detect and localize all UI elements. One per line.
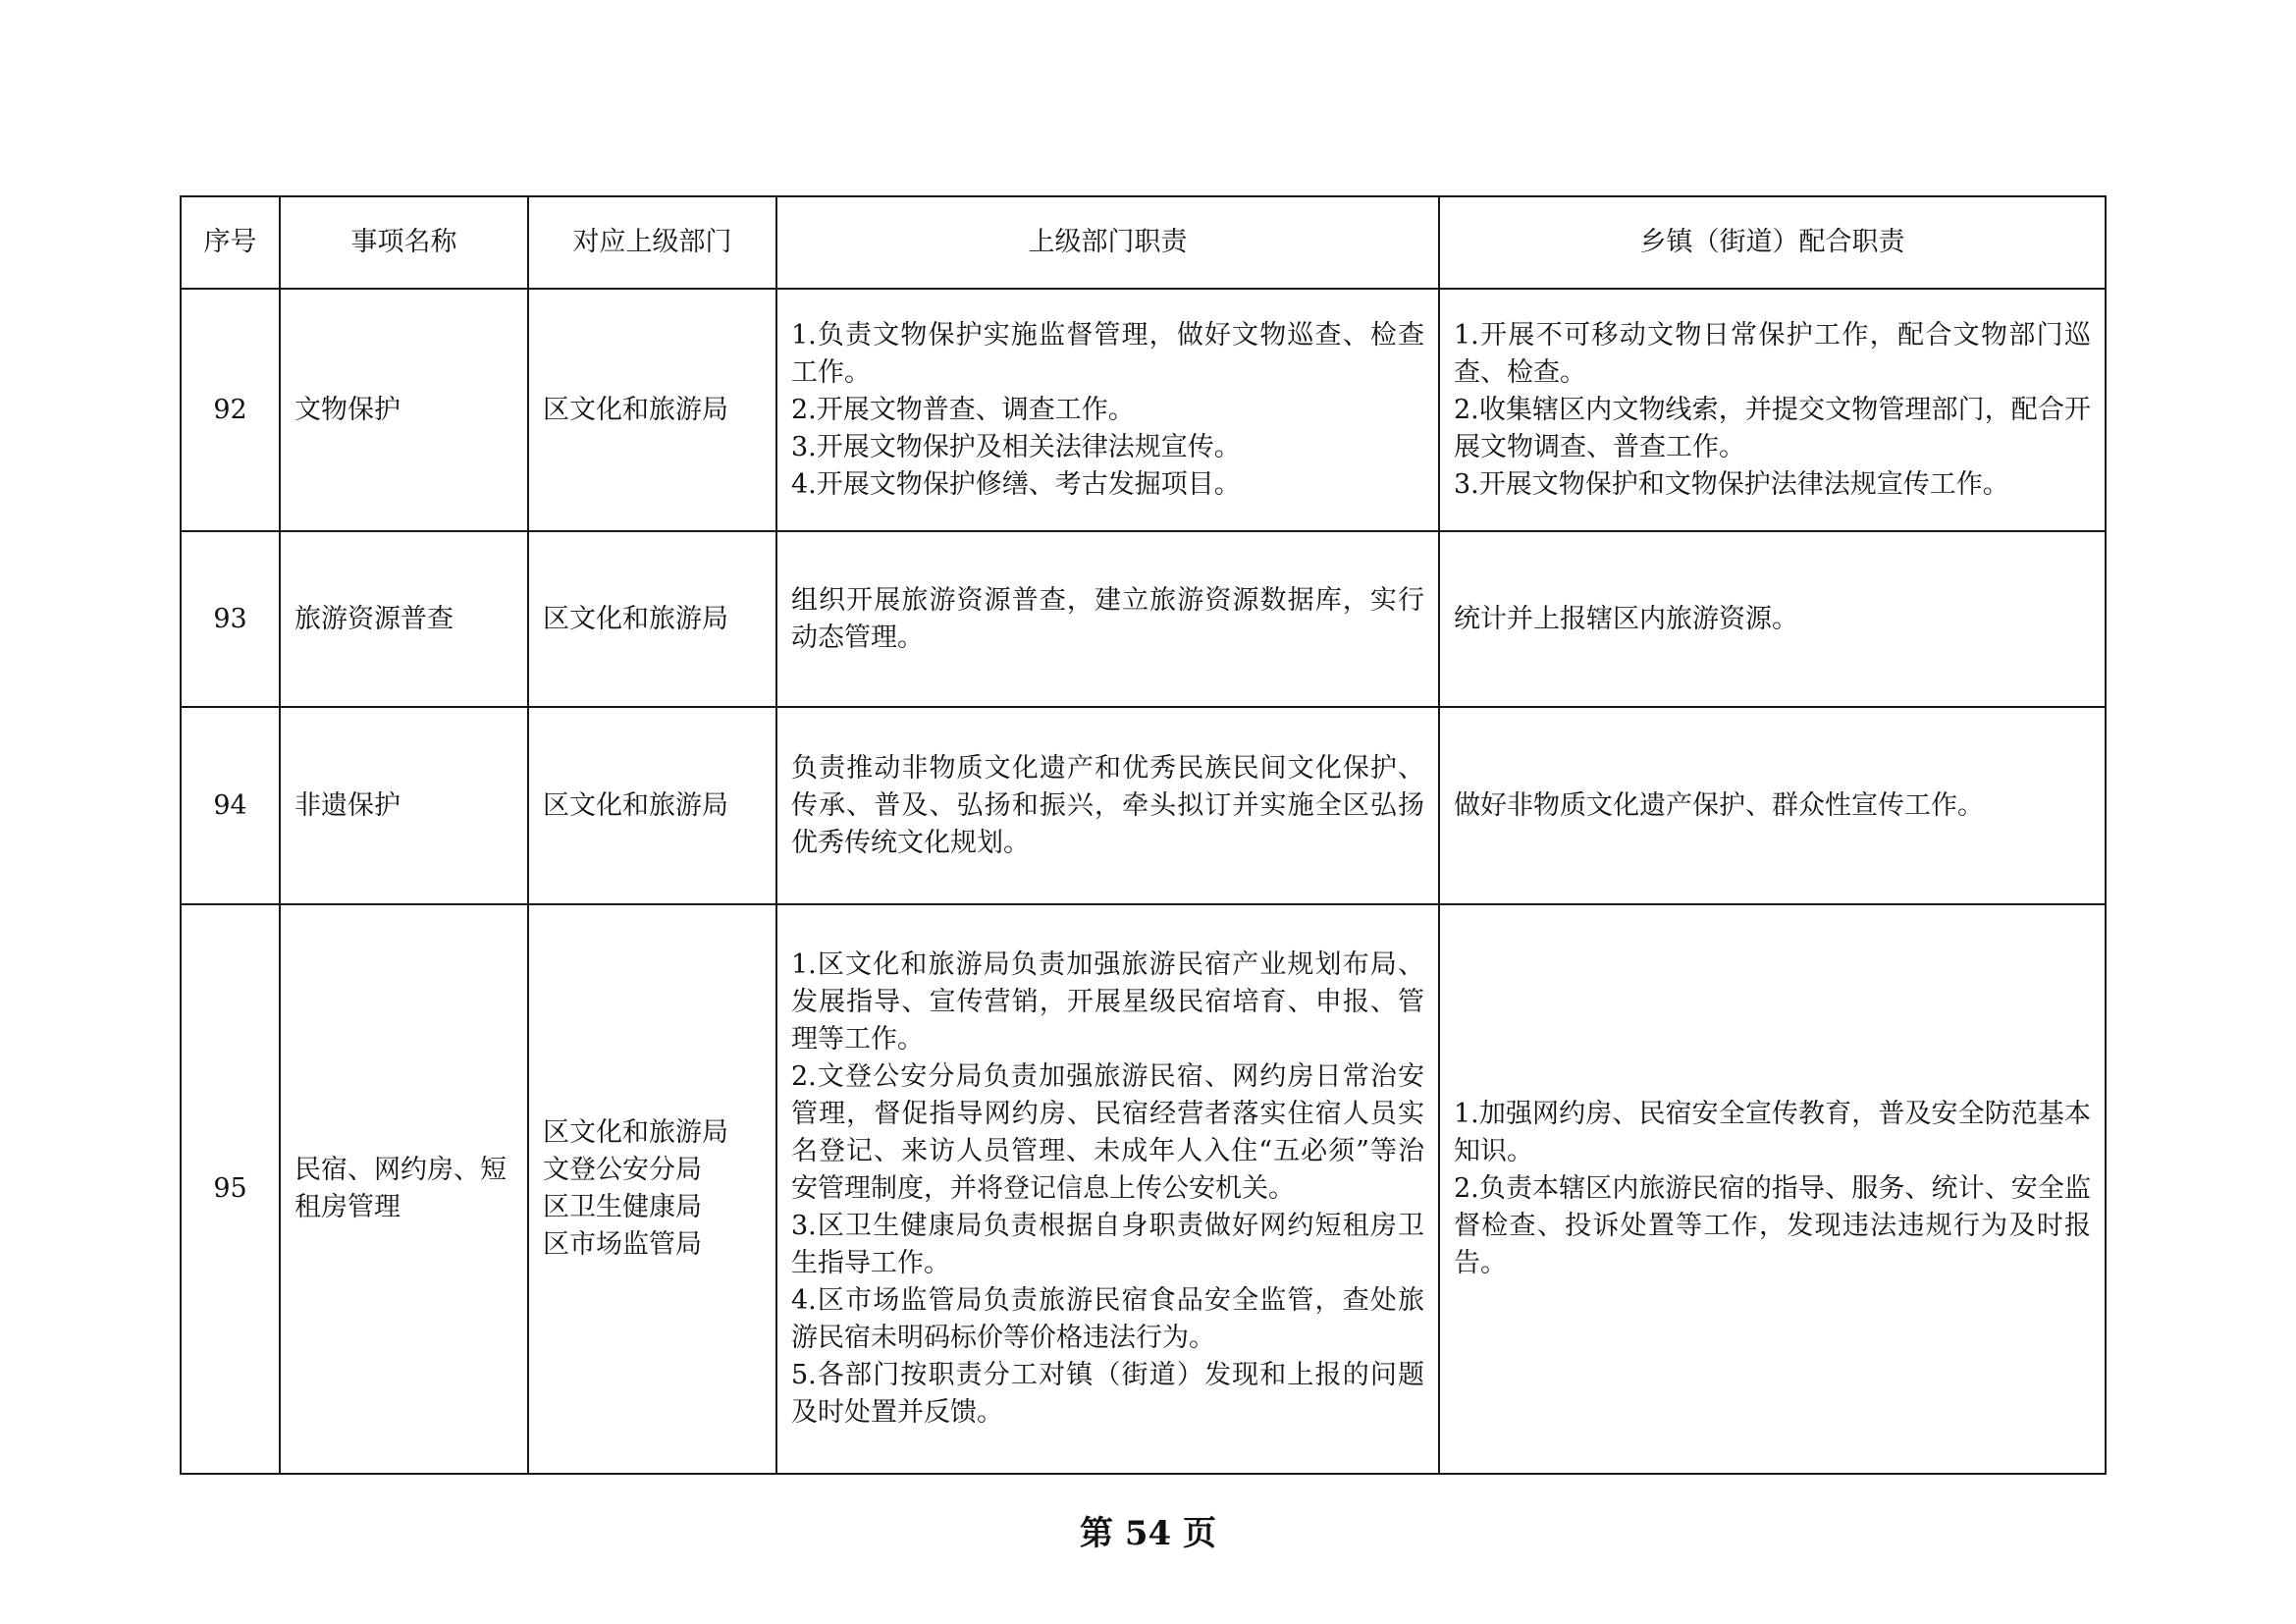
row-dept — [528, 531, 776, 707]
header-coop: 乡镇（街道）配合职责 — [1439, 196, 2106, 289]
dept-line: 区文化和旅游局 — [543, 603, 728, 634]
row-no: 95 — [181, 904, 280, 1474]
row-duty — [776, 531, 1439, 707]
coop-line: 做好非物质文化遗产保护、群众性宣传工作。 — [1454, 789, 1984, 821]
row-dept — [528, 707, 776, 904]
dept-line: 区文化和旅游局 — [543, 1117, 728, 1148]
row-duty — [776, 904, 1439, 1474]
row-duty — [776, 289, 1439, 531]
dept-line: 文登公安分局 — [543, 1155, 702, 1185]
table-row — [181, 289, 2106, 531]
table-row — [181, 904, 2106, 1474]
duty-line: 5.各部门按职责分工对镇（街道）发现和上报的问题及时处置并反馈。 — [791, 1360, 1424, 1428]
duty-line: 组织开展旅游资源普查，建立旅游资源数据库，实行动态管理。 — [791, 584, 1424, 653]
dept-line: 区文化和旅游局 — [543, 789, 728, 821]
coop-line: 2.收集辖区内文物线索，并提交文物管理部门，配合开展文物调查、普查工作。 — [1454, 394, 2091, 462]
duty-line: 1.负责文物保护实施监督管理，做好文物巡查、检查工作。 — [791, 319, 1424, 388]
duty-line: 4.开展文物保护修缮、考古发掘项目。 — [791, 468, 1241, 500]
table-header-row — [181, 196, 2106, 289]
duty-table — [180, 195, 2107, 1475]
row-coop — [1439, 707, 2106, 904]
page-number: 第 54 页 — [1080, 1514, 1216, 1553]
dept-line: 区市场监管局 — [543, 1229, 702, 1260]
row-duty — [776, 707, 1439, 904]
row-name: 民宿、网约房、短租房管理 — [280, 904, 528, 1474]
row-no: 94 — [181, 707, 280, 904]
dept-line: 区文化和旅游局 — [543, 394, 728, 425]
header-duty: 上级部门职责 — [776, 196, 1439, 289]
header-dept: 对应上级部门 — [528, 196, 776, 289]
row-name: 非遗保护 — [280, 707, 528, 904]
duty-line: 3.区卫生健康局负责根据自身职责做好网约短租房卫生指导工作。 — [791, 1211, 1424, 1278]
row-coop — [1439, 289, 2106, 531]
row-coop — [1439, 904, 2106, 1474]
row-dept — [528, 289, 776, 531]
row-name: 文物保护 — [280, 289, 528, 531]
table-row — [181, 531, 2106, 707]
coop-line: 3.开展文物保护和文物保护法律法规宣传工作。 — [1454, 468, 2009, 500]
row-dept — [528, 904, 776, 1474]
duty-line: 1.区文化和旅游局负责加强旅游民宿产业规划布局、发展指导、宣传营销，开展星级民宿培育、申报、管理等工作。 — [791, 949, 1424, 1055]
row-coop — [1439, 531, 2106, 707]
coop-line: 统计并上报辖区内旅游资源。 — [1454, 603, 1798, 634]
duty-line: 2.开展文物普查、调查工作。 — [791, 394, 1135, 425]
coop-line: 1.加强网约房、民宿安全宣传教育，普及安全防范基本知识。 — [1454, 1099, 2091, 1166]
row-no: 92 — [181, 289, 280, 531]
row-no: 93 — [181, 531, 280, 707]
row-name: 旅游资源普查 — [280, 531, 528, 707]
table-row — [181, 707, 2106, 904]
coop-line: 1.开展不可移动文物日常保护工作，配合文物部门巡查、检查。 — [1454, 319, 2091, 388]
dept-line: 区卫生健康局 — [543, 1192, 702, 1222]
duty-line: 2.文登公安分局负责加强旅游民宿、网约房日常治安管理，督促指导网约房、民宿经营者落实住宿人员实名登记、来访人员管理、未成年人入住“五必须”等治安管理制度，并将登记信息上传公安机关。 — [791, 1061, 1424, 1204]
duty-line: 4.区市场监管局负责旅游民宿食品安全监管，查处旅游民宿未明码标价等价格违法行为。 — [791, 1285, 1424, 1353]
header-name: 事项名称 — [280, 196, 528, 289]
coop-line: 2.负责本辖区内旅游民宿的指导、服务、统计、安全监督检查、投诉处置等工作，发现违法违规行为及时报告。 — [1454, 1173, 2091, 1278]
duty-line: 负责推动非物质文化遗产和优秀民族民间文化保护、传承、普及、弘扬和振兴，牵头拟订并实施全区弘扬优秀传统文化规划。 — [791, 752, 1424, 858]
header-no: 序号 — [181, 196, 280, 289]
duty-line: 3.开展文物保护及相关法律法规宣传。 — [791, 431, 1241, 462]
